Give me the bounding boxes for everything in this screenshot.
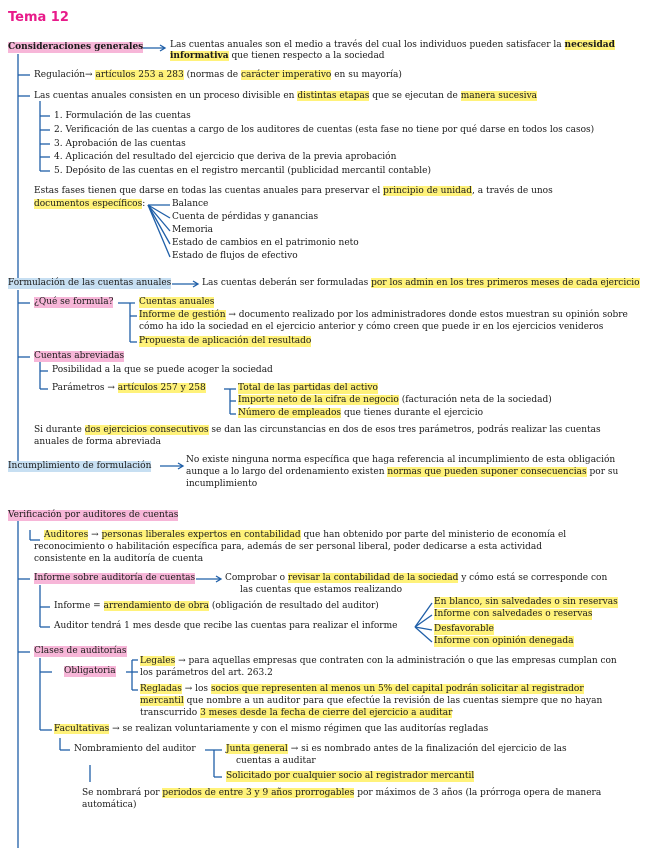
periodos: Se nombrará por periodos de entre 3 y 9 años prorrogables por máximos de 3 años (la prórroga opera de manera [82,788,602,798]
proceso: Las cuentas anuales consisten en un proceso divisible en distintas etapas que se ejecutan de manera sucesiva [34,91,538,101]
param-empleados: Número de empleados que tienes durante el ejercicio [238,408,483,418]
q-informe-gestion: Informe de gestión → documento realizado por los administradores donde estos muestran su opinión sobre [139,310,628,320]
q-cuentas-anuales: Cuentas anuales [139,297,215,307]
durante-2: anuales de forma abreviada [34,437,161,447]
s1-desc-line1: Las cuentas anuales son el medio a través del cual los individuos pueden satisfacer la necesidad [170,40,615,50]
regladas-2: mercantil que nombre a un auditor para que efectúe la revisión de las cuentas siempre que no hayan [140,696,603,706]
nombramiento: Nombramiento del auditor [74,744,196,754]
s2-desc: Las cuentas deberán ser formuladas por los admin en los tres primeros meses de cada ejercicio [202,278,640,288]
informe-eq: Informe = arrendamiento de obra (obligación de resultado del auditor) [54,601,379,611]
fases: Estas fases tienen que darse en todas las cuentas anuales para preservar el principio de unidad, a través de unos [34,186,553,196]
s1-desc-line2: informativa que tienen respecto a la sociedad [170,51,385,61]
incumplimiento-head: Incumplimiento de formulación [8,461,152,471]
doc-item: Balance [172,199,209,209]
opinion-item: Informe con salvedades o reservas [434,609,593,619]
legales-2: los parámetros del art. 263.2 [140,668,273,678]
inc-line3: incumplimiento [186,479,258,489]
informe-head: Informe sobre auditoría de cuentas [34,573,196,583]
section-head-formulacion: Formulación de las cuentas anuales [8,278,172,288]
param-negocio: Importe neto de la cifra de negocio (facturación neta de la sociedad) [238,395,552,405]
step-4: 4. Aplicación del resultado del ejercicio que deriva de la previa aprobación [54,152,397,162]
regladas: Regladas → los socios que representen al menos un 5% del capital podrán solicitar al registrador [140,684,584,694]
abreviadas-head: Cuentas abreviadas [34,351,125,361]
section-head-consideraciones: Consideraciones generales [8,42,144,52]
step-3: 3. Aprobación de las cuentas [54,139,186,149]
step-5: 5. Depósito de las cuentas en el registro mercantil (publicidad mercantil contable) [54,166,431,176]
doc-item: Cuenta de pérdidas y ganancias [172,212,319,222]
opinion-item: Desfavorable [434,624,494,634]
junta-general: Junta general → si es nombrado antes de la finalización del ejercicio de las [226,744,567,754]
opinion-item: En blanco, sin salvedades o sin reservas [434,597,618,607]
q-formula: ¿Qué se formula? [34,297,114,307]
section-head-verificacion: Verificación por auditores de cuentas [8,510,179,520]
durante: Si durante dos ejercicios consecutivos se dan las circunstancias en dos de esos tres parámetros, podrás realizar las cuentas [34,425,601,435]
doc-item: Estado de cambios en el patrimonio neto [172,238,359,248]
junta-general-2: cuentas a auditar [236,756,316,766]
periodos-2: automática) [82,800,137,810]
auditores-2: reconocimiento o habilitación específica para, además de ser personal liberal, poder dedicarse a esta actividad [34,542,542,552]
opinion-item: Informe con opinión denegada [434,636,574,646]
auditores-3: consistente en la auditoría de cuenta [34,554,204,564]
obligatoria: Obligatoria [64,666,116,676]
step-2: 2. Verificación de las cuentas a cargo de los auditores de cuentas (esta fase no tiene por qué darse en todos los casos) [54,125,595,135]
doc-item: Memoria [172,225,214,235]
solicitado: Solicitado por cualquier socio al registrador mercantil [226,771,475,781]
informe-desc-2: las cuentas que estamos realizando [240,585,403,595]
abrev-posibilidad: Posibilidad a la que se puede acoger la sociedad [52,365,273,375]
abrev-parametros: Parámetros → artículos 257 y 258 [52,383,206,393]
facultativas: Facultativas → se realizan voluntariamente y con el mismo régimen que las auditorías regladas [54,724,489,734]
legales: Legales → para aquellas empresas que contraten con la administración o que las empresas cumplan con [140,656,617,666]
page-title: Tema 12 [8,10,69,25]
param-activo: Total de las partidas del activo [238,383,378,393]
doc-item: Estado de flujos de efectivo [172,251,298,261]
informe-desc: Comprobar o revisar la contabilidad de la sociedad y cómo está se corresponde con [225,573,608,583]
inc-line1: No existe ninguna norma específica que haga referencia al incumplimiento de esta obligación [186,455,616,465]
step-1: 1. Formulación de las cuentas [54,111,191,121]
auditores: Auditores → personas liberales expertos en contabilidad que han obtenido por parte del ministerio de economía el [44,530,567,540]
docs-label: documentos específicos: [34,199,146,209]
inc-line2: aunque a lo largo del ordenamiento existen normas que pueden suponer consecuencias por su [186,467,619,477]
q-informe-gestion-2: cómo ha ido la sociedad en el ejercicio anterior y cómo creen que puede ir en los ejercicios venideros [139,322,604,332]
auditor-tendra: Auditor tendrá 1 mes desde que recibe las cuentas para realizar el informe [54,621,398,631]
regulacion: Regulación→ artículos 253 a 283 (normas de carácter imperativo en su mayoría) [34,70,402,80]
clases-head: Clases de auditorías [34,646,127,656]
regladas-3: transcurrido 3 meses desde la fecha de cierre del ejercicio a auditar [140,708,453,718]
q-propuesta: Propuesta de aplicación del resultado [139,336,312,346]
